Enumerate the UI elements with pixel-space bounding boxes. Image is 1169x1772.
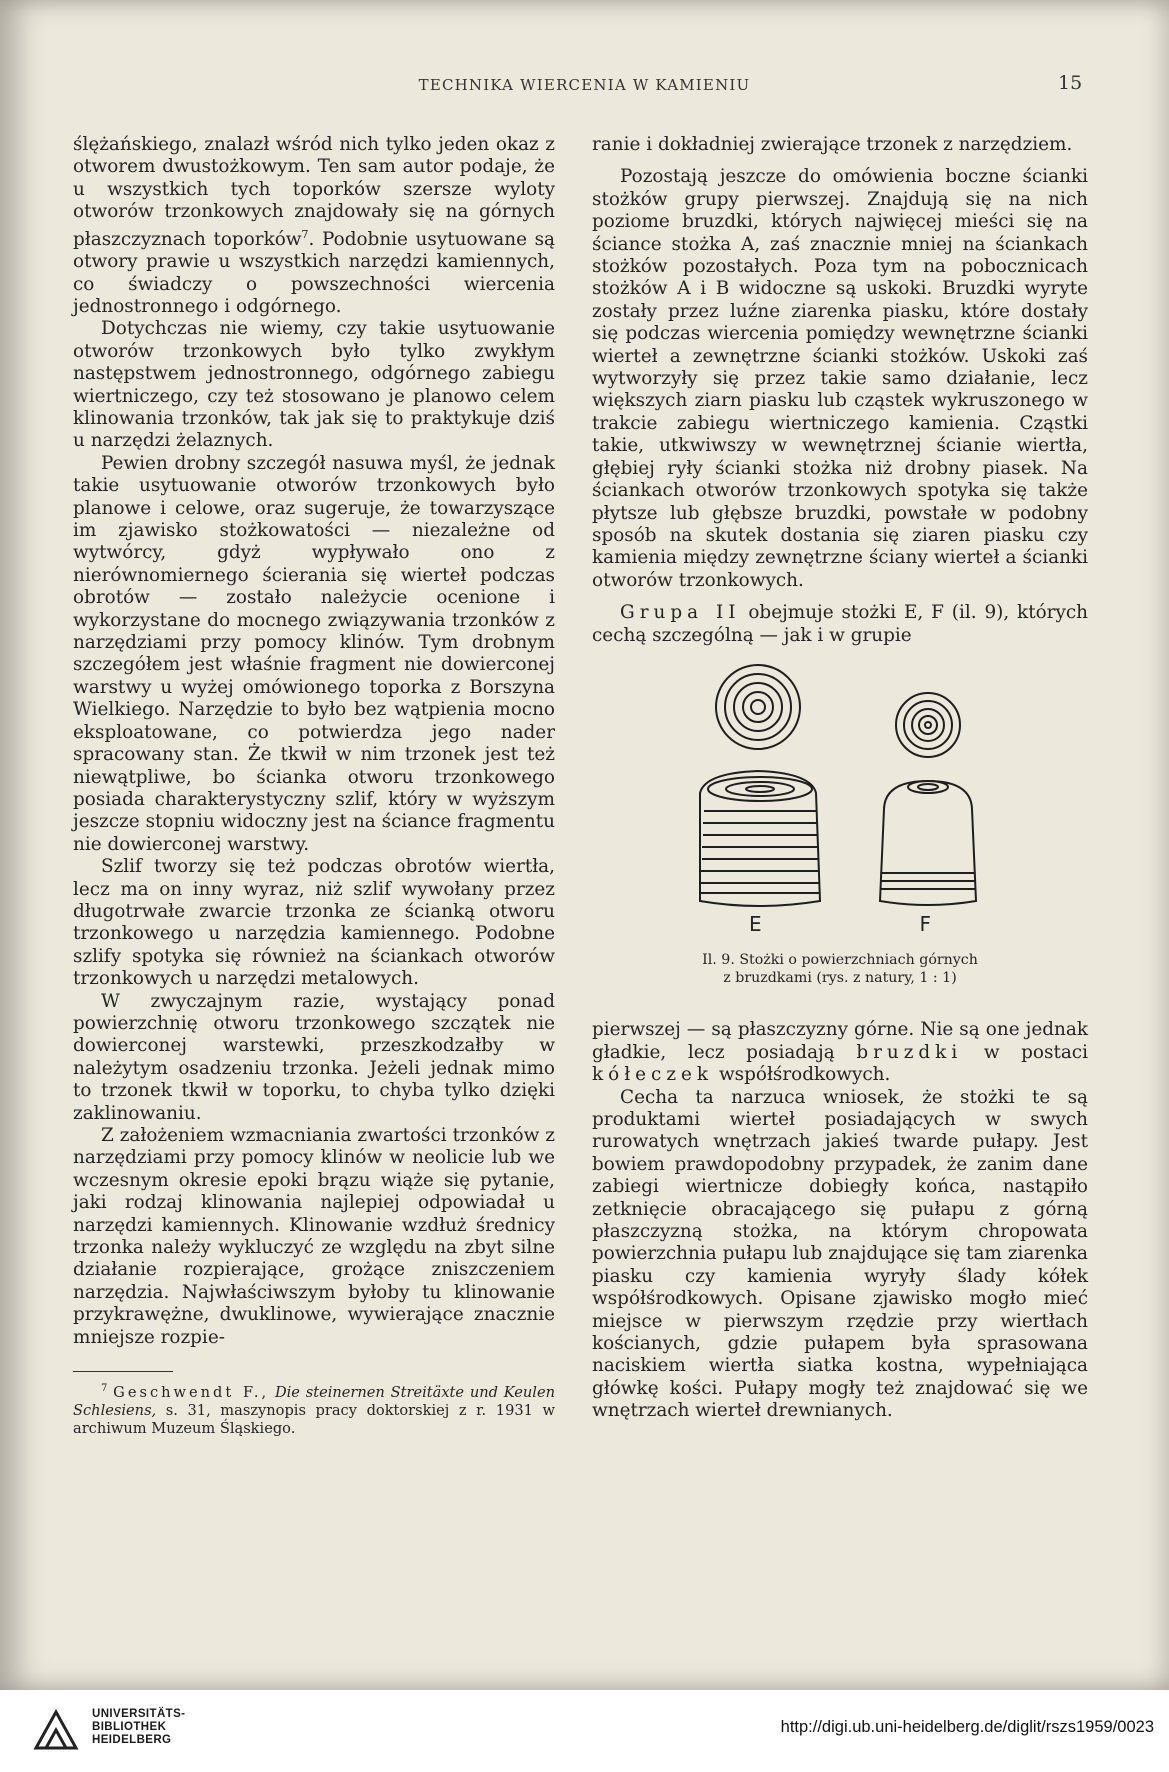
footer-bar	[0, 1690, 1169, 1772]
library-name: UNIVERSITÄTS- BIBLIOTHEK HEIDELBERG	[92, 1708, 186, 1746]
library-logo-icon	[30, 1704, 82, 1756]
right-column	[592, 134, 1088, 1423]
footnote-ref[interactable]: 7	[301, 227, 309, 241]
paragraph: ranie i dokładniej zwierające trzonek z narzędziem.	[592, 134, 1073, 155]
paragraph: Z założeniem wzmacniania zwartości trzonków z narzędziami przy pomocy klinów w neolicie lub we wczesnym okresie epoki brązu wiąże się pytanie, jaki rodzaj klinowania najlepiej odpowiadał u narzędzi kamiennych. Klinowanie wzdłuż średnicy trzonka należy wykluczyć ze względu na zbyt silne działanie rozpierające, grożące zniszczeniem narzędzia. Najwłaściwszym byłoby tu klinowanie przykrawężne, dwuklinowe, wywierające znacznie mniejsze rozpie-	[73, 1125, 555, 1348]
label-f: F	[919, 911, 932, 936]
left-column	[73, 134, 555, 1438]
figure-caption: Il. 9. Stożki o powierzchniach górnych z bruzdkami (rys. z natury, 1 : 1)	[702, 952, 978, 987]
source-url-link[interactable]: http://digi.ub.uni-heidelberg.de/diglit/rszs1959/0023	[780, 1718, 1154, 1736]
paragraph: Szlif tworzy się też podczas obrotów wiertła, lecz ma on inny wyraz, niż szlif wywołany przez długotrwałe zwarcie trzonka ze ścianką otworu trzonkowego u narzędzia kamiennego. Podobne szlify spotyka się również na ściankach otworów trzonkowych u narzędzi metalowych.	[73, 856, 555, 990]
cone-f-side-view	[880, 781, 976, 905]
cone-f-top-view	[896, 693, 960, 757]
figure-il-9	[592, 661, 1088, 987]
paragraph: ślężańskiego, znalazł wśród nich tylko jeden okaz z otworem dwustożkowym. Ten sam autor podaje, że u wszystkich tych toporków szersze wyloty otworów trzonkowych znajdowały się na górnych płaszczyznach toporków$^7$. Podobnie usytuowane są otwory prawie u wszystkich narzędzi kamiennych, co świadczy o powszechności wiercenia jednostronnego i odgórnego.	[73, 134, 555, 317]
paragraph: Dotychczas nie wiemy, czy takie usytuowanie otworów trzonkowych było tylko zwykłym następstwem jednostronnego, odgórnego zabiegu wiertniczego, czy też stosowano je planowo celem klinowania trzonków, tak jak się to praktykuje dziś u narzędzi żelaznych.	[73, 318, 555, 452]
cone-e-side-view	[700, 771, 820, 906]
paragraph: Pozostają jeszcze do omówienia boczne ścianki stożków grupy pierwszej. Znajdują się na nich poziome bruzdki, których najwięcej mieści się na ściance stożka A, zaś znacznie mniej na ściankach stożków pozostałych. Poza tym na pobocznicach stożków A i B widoczne są uskoki. Bruzdki wyryte zostały przez luźne ziarenka piasku, które dostały się podczas wiercenia pomiędzy wewnętrzne ścianki wierteł a zewnętrzne ścianki stożków. Uskoki zaś wytworzyły się przez takie samo działanie, lecz większych ziarn piasku lub cząstek wykruszonego w trakcie zabiegu wiertniczego kamienia. Cząstki takie, utkwiwszy w wewnętrznej ścianie wiertła, głębiej ryły ścianki stożka niż drobny piasek. Na ściankach otworów trzonkowych spotyka się także płytsze lub głębsze bruzdki, powstałe w podobny sposób na skutek dostania się ziaren piasku czy kamienia między zewnętrzne ściany wierteł a ścianki otworów trzonkowych.	[592, 166, 1088, 591]
page-number: 15	[1058, 72, 1083, 94]
paragraph: Pewien drobny szczegół nasuwa myśl, że jednak takie usytuowanie otworów trzonkowych było planowe i celowe, oraz sugeruje, że towarzyszące im zjawisko stożkowatości — niezależne od wytwórcy, gdyż wypływało ono z nierównomiernego ścierania się wierteł podczas obrotów — zostało należycie ocenione i wykorzystane do mocnego związywania trzonków z narzędziami przy pomocy klinów. Tym drobnym szczegółem jest właśnie fragment nie dowierconej warstwy u wyżej omówionego toporka z Borszyna Wielkiego. Narzędzie to było bez wątpienia mocno eksploatowane, co potwierdza jego nader spracowany stan. Że tkwił w nim trzonek jest też niewątpliwe, bo ścianka otworu trzonkowego posiada charakterystyczny szlif, który w wyższym jeszcze stopniu widoczny jest na ściance fragmentu nie dowierconej warstwy.	[73, 452, 555, 855]
cone-drawings	[670, 661, 1010, 913]
paragraph: Grupa II obejmuje stożki E, F (il. 9), których cechą szczególną — jak i w grupie	[592, 602, 1088, 646]
footnote-divider	[73, 1371, 173, 1372]
footnote: $^7$ Geschwendt F., Die steinernen Streitäxte und Keulen Schlesiens, s. 31, maszynopis pracy doktorskiej z r. 1931 w archiwum Muzeum Śląskiego.	[73, 1383, 556, 1437]
paragraph: Cecha ta narzuca wniosek, że stożki te są produktami wierteł posiadających w swych rurowatych wnętrzach jakieś twarde pułapy. Jest bowiem prawdopodobny przypadek, że zanim dane zabiegi wiertnicze dobiegły końca, nastąpiło zetknięcie obracającego się pułapu z górną płaszczyzną stożka, na którym chropowata powierzchnia pułapu lub znajdujące się tam ziarenka piasku czy kamienia wyryły ślady kółek współśrodkowych. Opisane zjawisko mogło mieć miejsce w pierwszym rzędzie przy wiertłach kościanych, gdzie pułapem była sprasowana naciskiem wiertła siatka kostna, wypełniająca główkę kości. Pułapy mogły też znajdować się we wnętrzach wierteł drewnianych.	[592, 1086, 1088, 1422]
paragraph: pierwszej — są płaszczyzny górne. Nie są one jednak gładkie, lecz posiadają bruzdki w postaci kółeczek współśrodkowych.	[592, 1019, 1088, 1086]
figure-labels	[670, 913, 1010, 935]
cone-e-top-view	[716, 665, 800, 749]
paragraph: W zwyczajnym razie, wystający ponad powierzchnię otworu trzonkowego szczątek nie dowierconej warstewki, przeszkodzałby w należytym osadzeniu trzonka. Jeżeli jednak mimo to trzonek tkwił w toporku, to chyba tylko dzięki zaklinowaniu.	[73, 990, 555, 1124]
running-title: TECHNIKA WIERCENIA W KAMIENIU	[418, 76, 751, 94]
label-e: E	[748, 911, 762, 936]
